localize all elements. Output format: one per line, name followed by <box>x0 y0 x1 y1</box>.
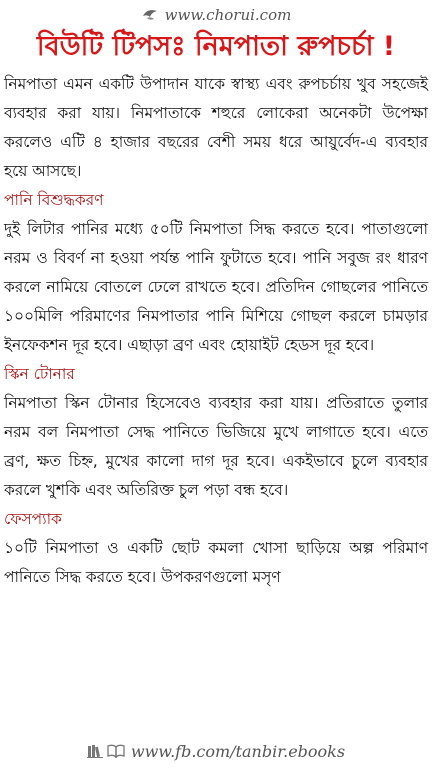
section-heading-toner: স্কিন টোনার <box>4 365 75 383</box>
open-book-icon <box>107 744 125 758</box>
article-body <box>4 70 428 592</box>
section-heading-water: পানি বিশুদ্ধকরণ <box>4 191 104 209</box>
site-header <box>0 0 432 30</box>
site-url: www.chorui.com <box>164 6 292 24</box>
facebook-link[interactable]: www.fb.com/tanbir.ebooks <box>130 741 346 761</box>
page-title: বিউটি টিপসঃ নিমপাতা রুপচর্চা ! <box>36 31 396 62</box>
library-icon <box>87 744 103 758</box>
section-paragraph-toner: নিমপাতা স্কিন টোনার হিসেবেও ব্যবহার করা যায়। প্রতিরাতে তুলার নরম বল নিমপাতা সেদ্ধ পানিতে ভিজিয়ে মুখে লাগাতে হবে। এতে ব্রণ, ক্ষত চিহ্ন, মুখের কালো দাগ দূর হবে। একইভাবে চুলে ব্যবহার করলে খুশকি এবং অতিরিক্ত চুল পড়া বন্ধ হবে। <box>4 394 428 499</box>
footer <box>0 738 432 764</box>
section-heading-facepack: ফেসপ্যাক <box>4 510 62 528</box>
section-paragraph-facepack: ১০টি নিমপাতা ও একটি ছোট কমলা খোসা ছাড়িয়ে অল্প পরিমাণ পানিতে সিদ্ধ করতে হবে। উপকরণগুলো মসৃণ <box>4 539 428 586</box>
intro-paragraph: নিমপাতা এমন একটি উপাদান যাকে স্বাস্থ্য এবং রুপচর্চায় খুব সহজেই ব্যবহার করা যায়। নিমপাতাকে শহুরে লোকেরা অনেকটা উপেক্ষা করলেও এটি ৪ হাজার বছরের বেশী সময় ধরে আয়ুর্বেদ-এ ব্যবহার হয়ে আসছে। <box>4 75 428 180</box>
section-paragraph-water: দুই লিটার পানির মধ্যে ৫০টি নিমপাতা সিদ্ধ করতে হবে। পাতাগুলো নরম ও বিবর্ণ না হওয়া পর্যন্ত পানি ফুটাতে হবে। পানি সবুজ রং ধারণ করলে নামিয়ে বোতলে ঢেলে রাখতে হবে। প্রতিদিন গোছলের পানিতে ১০০মিলি পরিমাণের নিমপাতার পানি মিশিয়ে গোছল করলে চামড়ার ইনফেকশন দূর হবে। এছাড়া ব্রণ এবং হোয়াইট হেডস দূর হবে। <box>4 220 428 354</box>
bird-logo-icon <box>141 7 159 23</box>
